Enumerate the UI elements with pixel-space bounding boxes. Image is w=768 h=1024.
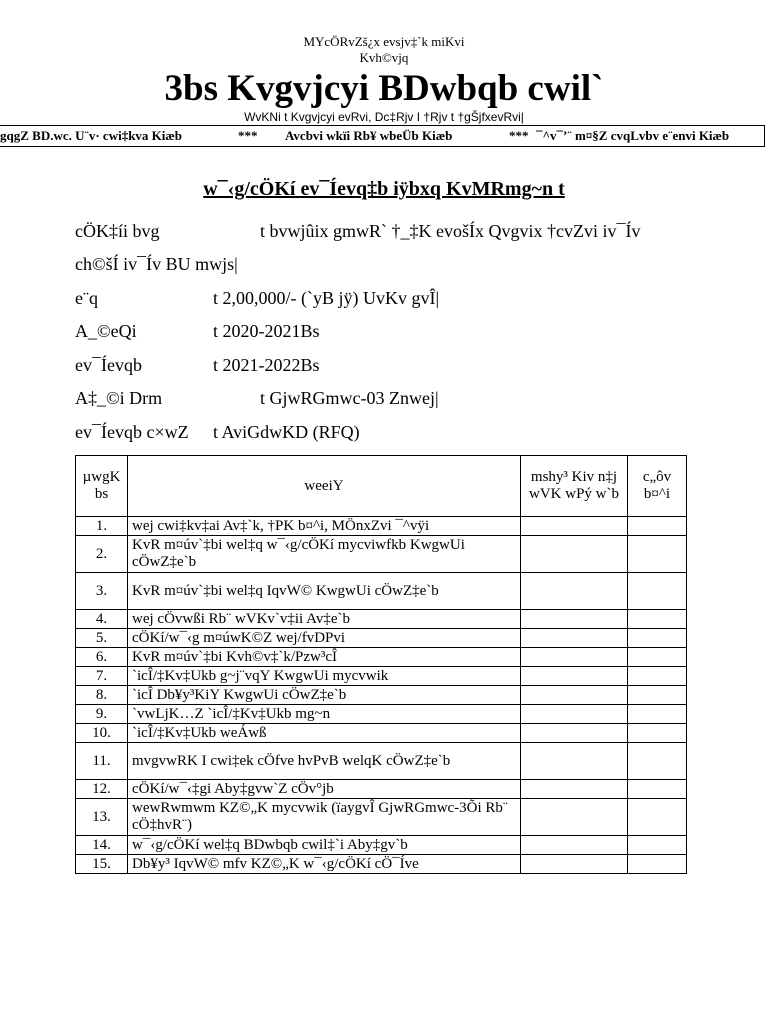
slogan-sanitation: ¯^v¯’¨ m¤§Z cvqLvbv e¨envi Kiæb bbox=[536, 128, 730, 143]
row-serial: 9. bbox=[76, 705, 128, 724]
row-page-number bbox=[628, 573, 687, 610]
row-attached-mark bbox=[521, 780, 628, 799]
office-line: Kvh©vjq bbox=[359, 50, 409, 65]
row-description: w¯‹g/cÖKí wel‡q BDwbqb cwil‡`i Aby‡gv`b bbox=[128, 836, 521, 855]
row-description: wewRwmwm KZ©„K mycvwik (ïaygvÎ GjwRGmwc-3Õi Rb¨ cÖ‡hvR¨) bbox=[128, 799, 521, 836]
table-row bbox=[76, 724, 687, 743]
info-row-method bbox=[75, 421, 360, 443]
info-value: t 2,00,000/- (`yB jÿ) UvKv gvÎ| bbox=[213, 288, 440, 308]
row-page-number bbox=[628, 836, 687, 855]
row-attached-mark bbox=[521, 724, 628, 743]
row-description: `icÎ/‡Kv‡Ukb g~j¨vqY KwgwUi mycvwik bbox=[128, 667, 521, 686]
row-description: `vwLjK…Z `icÎ/‡Kv‡Ukb mg~n bbox=[128, 705, 521, 724]
table-row bbox=[76, 855, 687, 874]
row-page-number bbox=[628, 855, 687, 874]
row-serial: 12. bbox=[76, 780, 128, 799]
info-row-fiscal-year bbox=[75, 320, 320, 342]
info-row-project-name-cont bbox=[75, 253, 238, 275]
address-line: WvKNi t Kvgvjcyi evRvi, Dc‡Rjv I †Rjv t †gŠjfxevRvi| bbox=[244, 110, 524, 124]
table-row bbox=[76, 536, 687, 573]
row-page-number bbox=[628, 629, 687, 648]
row-description: `icÎ/‡Kv‡Ukb weÁwß bbox=[128, 724, 521, 743]
table-row bbox=[76, 799, 687, 836]
documents-table bbox=[75, 455, 687, 874]
row-page-number bbox=[628, 536, 687, 573]
row-description: `icÎ Db¥y³KiY KwgwUi cÖwZ‡e`b bbox=[128, 686, 521, 705]
row-page-number bbox=[628, 648, 687, 667]
row-serial: 8. bbox=[76, 686, 128, 705]
header-page: c„ôv b¤^i bbox=[628, 456, 687, 517]
row-description: KvR m¤úv`‡bi wel‡q w¯‹g/cÖKí mycviwfkb KwgwUi cÖwZ‡e`b bbox=[128, 536, 521, 573]
row-attached-mark bbox=[521, 536, 628, 573]
table-row bbox=[76, 743, 687, 780]
row-serial: 3. bbox=[76, 573, 128, 610]
info-value: t 2020-2021Bs bbox=[213, 321, 320, 341]
page-title: 3bs Kvgvjcyi BDwbqb cwil` bbox=[164, 68, 604, 109]
table-row bbox=[76, 686, 687, 705]
row-attached-mark bbox=[521, 648, 628, 667]
row-page-number bbox=[628, 610, 687, 629]
row-attached-mark bbox=[521, 517, 628, 536]
row-description: cÖKí/w¯‹g m¤úwK©Z wej/fvDPvi bbox=[128, 629, 521, 648]
info-label: ch©šÍ iv¯Ív BU mwjs| bbox=[75, 254, 238, 274]
row-attached-mark bbox=[521, 573, 628, 610]
row-description: cÖKí/w¯‹‡gi Aby‡gvw`Z cÖv°jb bbox=[128, 780, 521, 799]
row-serial: 7. bbox=[76, 667, 128, 686]
info-label: cÖK‡íi bvg bbox=[75, 221, 160, 241]
info-label: A_©eQi bbox=[75, 321, 137, 341]
table-header-row bbox=[76, 456, 687, 517]
row-attached-mark bbox=[521, 686, 628, 705]
row-serial: 2. bbox=[76, 536, 128, 573]
info-value: t 2021-2022Bs bbox=[213, 355, 320, 375]
row-page-number bbox=[628, 799, 687, 836]
info-row-implementation bbox=[75, 354, 320, 376]
table-row bbox=[76, 705, 687, 724]
info-label: ev¯Íevqb bbox=[75, 355, 142, 375]
row-serial: 15. bbox=[76, 855, 128, 874]
table-row bbox=[76, 780, 687, 799]
row-page-number bbox=[628, 667, 687, 686]
table-row bbox=[76, 836, 687, 855]
row-serial: 5. bbox=[76, 629, 128, 648]
row-serial: 1. bbox=[76, 517, 128, 536]
row-page-number bbox=[628, 705, 687, 724]
row-attached-mark bbox=[521, 705, 628, 724]
header-attached: mshy³ Kiv n‡j wVK wPý w`b bbox=[521, 456, 628, 517]
row-attached-mark bbox=[521, 855, 628, 874]
slogan-separator: *** bbox=[238, 128, 258, 143]
header-serial: µwgK bs bbox=[76, 456, 128, 517]
slogan-ribbon bbox=[0, 125, 765, 147]
row-page-number bbox=[628, 686, 687, 705]
document-heading: w¯‹g/cÖKí ev¯Íevq‡b iÿbxq KvMRmg~n t bbox=[203, 178, 565, 200]
row-description: wej cÖvwßi Rb¨ wVKv`v‡ii Av‡e`b bbox=[128, 610, 521, 629]
slogan-separator: *** bbox=[509, 128, 529, 143]
row-page-number bbox=[628, 743, 687, 780]
row-serial: 11. bbox=[76, 743, 128, 780]
info-label: e¨q bbox=[75, 288, 98, 308]
row-page-number bbox=[628, 780, 687, 799]
info-value: t AviGdwKD (RFQ) bbox=[213, 422, 360, 442]
row-serial: 13. bbox=[76, 799, 128, 836]
row-description: mvgvwRK I cwi‡ek cÖfve hvPvB welqK cÖwZ‡e`b bbox=[128, 743, 521, 780]
row-serial: 6. bbox=[76, 648, 128, 667]
table-row bbox=[76, 667, 687, 686]
slogan-birth-registration: Avcbvi wkïi Rb¥ wbeÜb Kiæb bbox=[285, 128, 453, 143]
info-value: t bvwjûix gmwR` †_‡K evošÍx Qvgvix †cvZvi iv¯Ív bbox=[260, 221, 641, 241]
table-row bbox=[76, 573, 687, 610]
row-attached-mark bbox=[521, 743, 628, 780]
info-row-cost bbox=[75, 287, 440, 309]
table-row bbox=[76, 610, 687, 629]
row-attached-mark bbox=[521, 610, 628, 629]
row-description: KvR m¤úv`‡bi Kvh©v‡`k/Pzw³cÎ bbox=[128, 648, 521, 667]
table-row bbox=[76, 629, 687, 648]
slogan-tax: gqgZ BD.wc. U¨v· cwi‡kva Kiæb bbox=[0, 128, 183, 143]
row-description: Db¥y³ IqvW© mfv KZ©„K w¯‹g/cÖKí cÖ¯Íve bbox=[128, 855, 521, 874]
info-value: t GjwRGmwc-03 Znwej| bbox=[260, 388, 439, 408]
row-description: wej cwi‡kv‡ai Av‡`k, †PK b¤^i, MÖnxZvi ¯^vÿi bbox=[128, 517, 521, 536]
info-label: A‡_©i Drm bbox=[75, 388, 163, 408]
row-page-number bbox=[628, 724, 687, 743]
row-attached-mark bbox=[521, 629, 628, 648]
row-serial: 10. bbox=[76, 724, 128, 743]
row-attached-mark bbox=[521, 836, 628, 855]
info-label: ev¯Íevqb c×wZ bbox=[75, 422, 189, 442]
info-row-fund-source bbox=[75, 387, 439, 409]
row-serial: 4. bbox=[76, 610, 128, 629]
row-description: KvR m¤úv`‡bi wel‡q IqvW© KwgwUi cÖwZ‡e`b bbox=[128, 573, 521, 610]
row-serial: 14. bbox=[76, 836, 128, 855]
table-row bbox=[76, 648, 687, 667]
header-description: weeiY bbox=[128, 456, 521, 517]
table-row bbox=[76, 517, 687, 536]
info-row-project-name bbox=[75, 220, 641, 242]
row-attached-mark bbox=[521, 799, 628, 836]
row-attached-mark bbox=[521, 667, 628, 686]
government-line: MYcÖRvZš¿x evsjv‡`k miKvi bbox=[303, 34, 465, 49]
row-page-number bbox=[628, 517, 687, 536]
